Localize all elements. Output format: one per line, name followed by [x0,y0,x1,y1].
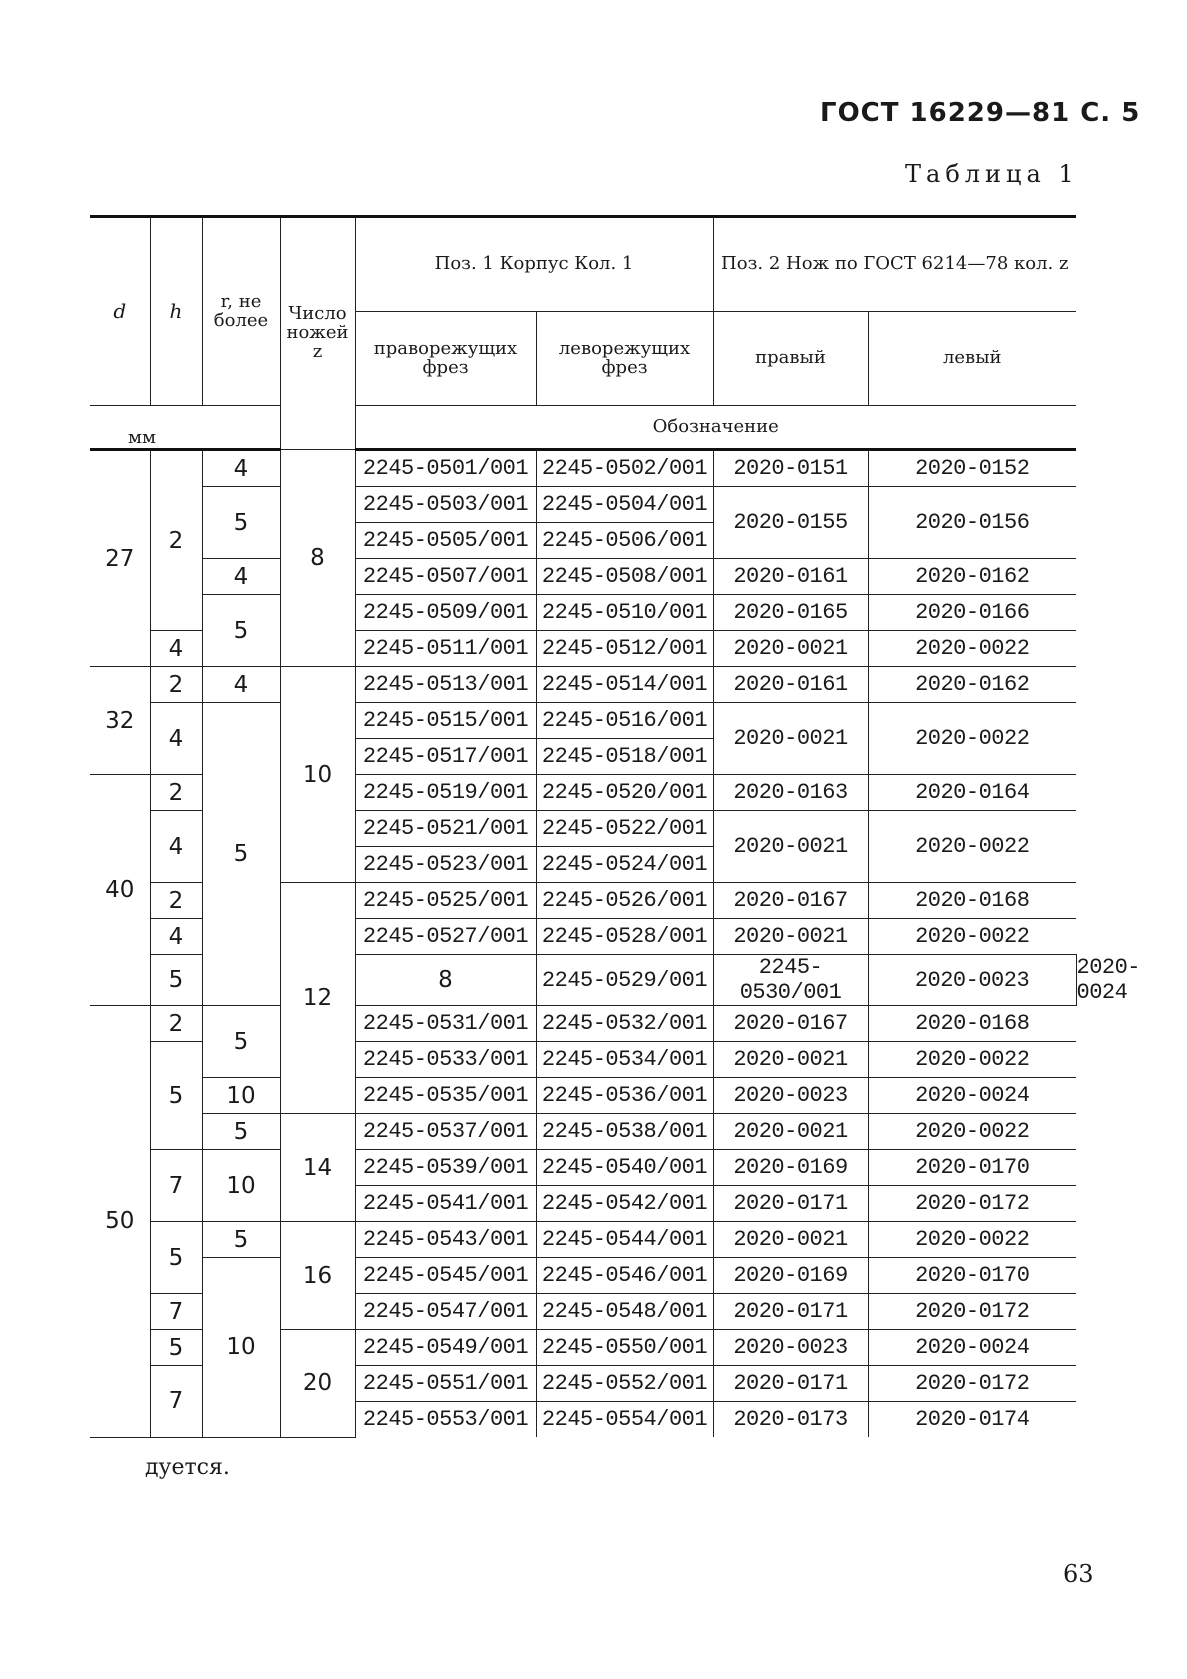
cell-left-knife: 2020-0022 [868,919,1076,955]
cell-right-knife: 2020-0171 [713,1294,868,1330]
cell-h: 4 [150,631,202,667]
cell-right-mill: 2245-0531/001 [355,1006,536,1042]
cell-right-knife: 2020-0161 [713,667,868,703]
cell-left-mill: 2245-0544/001 [536,1222,713,1258]
cell-right-mill: 2245-0511/001 [355,631,536,667]
cell-left-knife: 2020-0022 [868,1222,1076,1258]
cell-left-mill: 2245-0508/001 [536,559,713,595]
cell-r: 5 [202,487,280,559]
cell-right-knife: 2020-0021 [713,811,868,883]
cell-left-mill: 2245-0514/001 [536,667,713,703]
table-row [90,450,1076,487]
cell-right-mill: 2245-0535/001 [355,1078,536,1114]
cell-right-mill: 2245-0551/001 [355,1366,536,1402]
col-header-left-knife: левый [868,312,1076,406]
cell-z: 14 [280,1114,355,1222]
cell-right-knife: 2020-0171 [713,1186,868,1222]
cell-d: 40 [90,775,150,1006]
col-header-d: d [90,217,150,406]
table-row [90,487,1076,523]
cell-right-knife: 2020-0165 [713,595,868,631]
table-row [90,595,1076,631]
cell-left-mill: 2245-0532/001 [536,1006,713,1042]
cell-right-knife: 2020-0171 [713,1366,868,1402]
cell-right-knife: 2020-0021 [713,631,868,667]
cell-right-knife: 2020-0169 [713,1258,868,1294]
cell-d: 27 [90,450,150,667]
cell-z: 8 [280,450,355,667]
cell-left-mill: 2245-0512/001 [536,631,713,667]
cell-left-knife: 2020-0022 [868,811,1076,883]
cell-left-knife: 2020-0170 [868,1150,1076,1186]
table-row [90,1222,1076,1258]
cell-r: 10 [202,1258,280,1438]
group-header-knife: Поз. 2 Нож по ГОСТ 6214—78 кол. z [713,217,1076,312]
cell-left-knife: 2020-0172 [868,1186,1076,1222]
table-row: 5 8 2245-0529/001 2245-0530/001 2020-0023 2020-0024 [90,955,1076,1006]
cell-left-mill: 2245-0536/001 [536,1078,713,1114]
cell-h: 4 [150,919,202,955]
cell-left-knife: 2020-0022 [868,703,1076,775]
cell-right-mill: 2245-0543/001 [355,1222,536,1258]
cell-right-mill: 2245-0541/001 [355,1186,536,1222]
cell-z: 20 [280,1330,355,1438]
cell-r: 8 [355,955,536,1006]
cell-left-mill: 2245-0502/001 [536,450,713,487]
cell-h: 7 [150,1150,202,1222]
cell-right-knife: 2020-0023 [713,1330,868,1366]
cell-h: 7 [150,1366,202,1438]
table-row [90,559,1076,595]
cell-h: 2 [150,450,202,631]
cell-left-mill: 2245-0540/001 [536,1150,713,1186]
cell-left-mill: 2245-0510/001 [536,595,713,631]
cell-right-mill: 2245-0529/001 [536,955,713,1006]
cell-right-mill: 2245-0547/001 [355,1294,536,1330]
unit-mm: мм [90,406,280,450]
cell-right-mill: 2245-0519/001 [355,775,536,811]
cell-right-knife: 2020-0021 [713,1042,868,1078]
cell-right-mill: 2245-0523/001 [355,847,536,883]
cell-left-mill: 2245-0504/001 [536,487,713,523]
cell-right-mill: 2245-0549/001 [355,1330,536,1366]
cell-right-knife: 2020-0167 [713,883,868,919]
col-header-right-knife: правый [713,312,868,406]
cell-h: 5 [150,1222,202,1294]
group-header-body: Поз. 1 Корпус Кол. 1 [355,217,713,312]
cell-right-mill: 2245-0505/001 [355,523,536,559]
cell-left-mill: 2245-0518/001 [536,739,713,775]
cell-left-knife: 2020-0168 [868,883,1076,919]
cell-left-knife: 2020-0164 [868,775,1076,811]
col-header-left-mill: леворежущих фрез [536,312,713,406]
cell-right-mill: 2245-0503/001 [355,487,536,523]
cell-left-mill: 2245-0526/001 [536,883,713,919]
cell-right-knife: 2020-0161 [713,559,868,595]
cell-left-knife: 2020-0022 [868,1042,1076,1078]
cell-right-knife: 2020-0163 [713,775,868,811]
cell-right-mill: 2245-0525/001 [355,883,536,919]
cell-z: 10 [280,667,355,883]
table-row [90,1258,1076,1294]
cell-right-knife: 2020-0173 [713,1402,868,1438]
cell-h: 2 [150,883,202,919]
cell-right-mill: 2245-0537/001 [355,1114,536,1150]
cell-left-knife: 2020-0022 [868,631,1076,667]
cell-right-knife: 2020-0155 [713,487,868,559]
cell-h: 5 [150,1330,202,1366]
cell-right-knife: 2020-0021 [713,703,868,775]
cell-right-mill: 2245-0545/001 [355,1258,536,1294]
cell-h: 5 [150,1042,202,1150]
cell-r: 10 [202,1078,280,1114]
cell-r: 5 [202,1222,280,1258]
table-row [90,1150,1076,1186]
cutter-table [90,215,1141,1438]
cell-right-mill: 2245-0507/001 [355,559,536,595]
cell-right-mill: 2245-0521/001 [355,811,536,847]
cell-right-mill: 2245-0513/001 [355,667,536,703]
cell-h: 7 [150,1294,202,1330]
cell-left-mill: 2245-0524/001 [536,847,713,883]
cell-h: 2 [150,775,202,811]
cell-left-knife: 2020-0152 [868,450,1076,487]
designation-header: Обозначение [355,406,1076,450]
cell-right-mill: 2245-0539/001 [355,1150,536,1186]
cell-left-mill: 2245-0552/001 [536,1366,713,1402]
cell-left-knife: 2020-0156 [868,487,1076,559]
cell-h: 2 [150,667,202,703]
cell-left-mill: 2245-0548/001 [536,1294,713,1330]
cell-right-knife: 2020-0021 [713,1114,868,1150]
cell-left-mill: 2245-0506/001 [536,523,713,559]
table-row [90,667,1076,703]
cell-left-knife: 2020-0024 [868,1078,1076,1114]
page-number: 63 [1063,1560,1094,1588]
cell-right-knife: 2020-0023 [713,1078,868,1114]
cell-right-knife: 2020-0151 [713,450,868,487]
cell-d: 50 [90,1006,150,1438]
cell-left-knife: 2020-0162 [868,667,1076,703]
cell-right-knife: 2020-0023 [868,955,1076,1006]
cell-h: 5 [150,955,202,1006]
cell-z: 16 [280,1222,355,1330]
table-container [90,215,1141,1438]
cell-r: 4 [202,559,280,595]
cell-left-mill: 2245-0546/001 [536,1258,713,1294]
cell-left-mill: 2245-0528/001 [536,919,713,955]
cell-right-knife: 2020-0021 [713,919,868,955]
cell-left-knife: 2020-0168 [868,1006,1076,1042]
cell-left-mill: 2245-0516/001 [536,703,713,739]
cell-z: 12 [280,883,355,1114]
cell-r: 5 [202,703,280,1006]
cell-right-mill: 2245-0527/001 [355,919,536,955]
cell-h: 2 [150,1006,202,1042]
cell-left-mill: 2245-0550/001 [536,1330,713,1366]
cell-left-mill: 2245-0534/001 [536,1042,713,1078]
cell-left-mill: 2245-0530/001 [713,955,868,1006]
table-row [90,703,1076,739]
cell-left-mill: 2245-0520/001 [536,775,713,811]
cell-d: 32 [90,667,150,775]
col-header-right-mill: праворежущих фрез [355,312,536,406]
cell-left-knife: 2020-0162 [868,559,1076,595]
cell-left-mill: 2245-0542/001 [536,1186,713,1222]
cell-r: 5 [202,1006,280,1078]
table-caption: Таблица 1 [905,160,1079,188]
table-row [90,1006,1076,1042]
cell-right-mill: 2245-0515/001 [355,703,536,739]
cell-right-knife: 2020-0167 [713,1006,868,1042]
cell-r: 4 [202,450,280,487]
cell-left-knife: 2020-0022 [868,1114,1076,1150]
cell-left-knife: 2020-0172 [868,1294,1076,1330]
cell-left-knife: 2020-0172 [868,1366,1076,1402]
footnote-text: дуется. [145,1455,230,1480]
cell-right-mill: 2245-0553/001 [355,1402,536,1438]
cell-r: 5 [202,1114,280,1150]
cell-right-knife: 2020-0169 [713,1150,868,1186]
cell-left-knife: 2020-0024 [868,1330,1076,1366]
cell-h: 4 [150,703,202,775]
cell-left-knife: 2020-0174 [868,1402,1076,1438]
cell-r: 4 [202,667,280,703]
cell-r: 5 [202,595,280,667]
cell-left-knife: 2020-0166 [868,595,1076,631]
cell-left-knife: 2020-0170 [868,1258,1076,1294]
cell-right-knife: 2020-0021 [713,1222,868,1258]
standard-reference: ГОСТ 16229—81 С. 5 [820,98,1141,128]
cell-right-mill: 2245-0533/001 [355,1042,536,1078]
table-row [90,1078,1076,1114]
cell-right-mill: 2245-0509/001 [355,595,536,631]
cell-left-mill: 2245-0522/001 [536,811,713,847]
cell-r: 10 [202,1150,280,1222]
table-row [90,1114,1076,1150]
col-header-h: h [150,217,202,406]
col-header-r: r, не более [202,217,280,406]
cell-right-mill: 2245-0517/001 [355,739,536,775]
cell-left-mill: 2245-0554/001 [536,1402,713,1438]
cell-left-mill: 2245-0538/001 [536,1114,713,1150]
col-header-z: Число ножей z [280,217,355,450]
cell-h: 4 [150,811,202,883]
cell-right-mill: 2245-0501/001 [355,450,536,487]
